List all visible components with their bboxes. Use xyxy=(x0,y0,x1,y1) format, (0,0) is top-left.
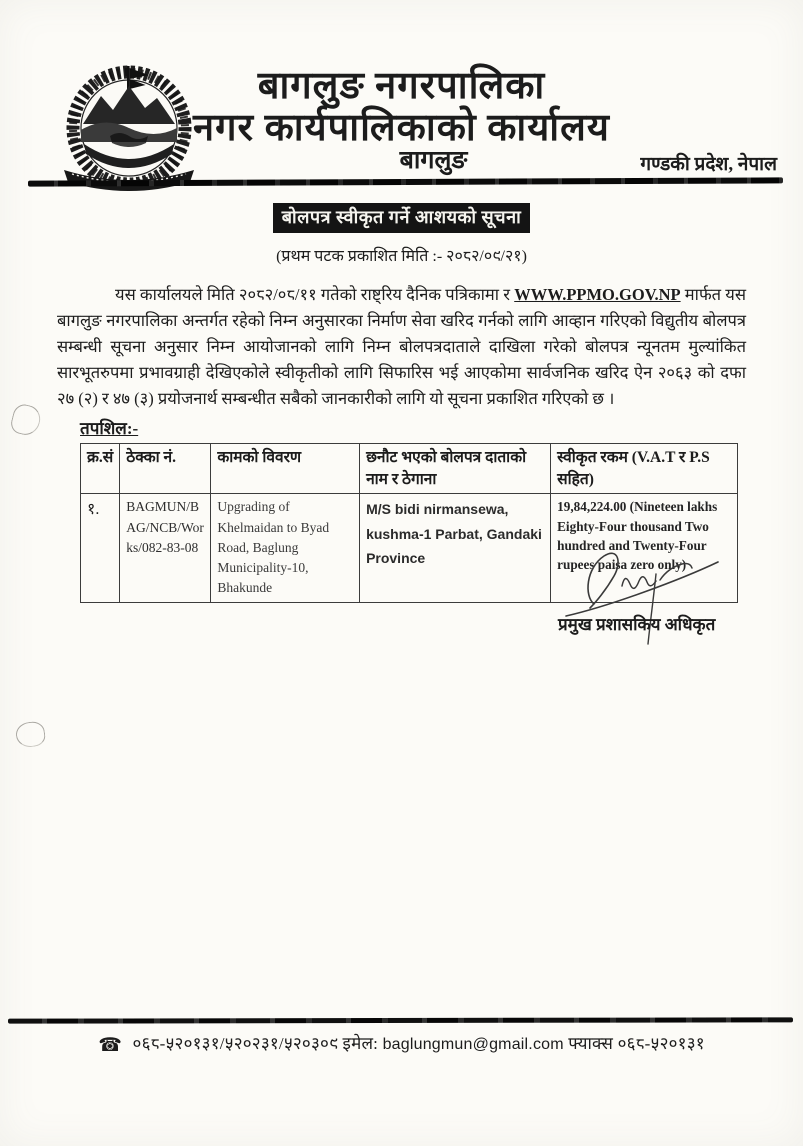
telephone-icon: ☎ xyxy=(98,1034,123,1056)
body-text-before-link: यस कार्यालयले मिति २०८२/०८/११ गतेको राष्ट्रिय दैनिक पत्रिकामा र xyxy=(115,285,515,304)
province-name: गण्डकी प्रदेश, नेपाल xyxy=(640,154,777,175)
notice-body-paragraph xyxy=(57,282,746,412)
place-name: बागलुङ xyxy=(399,147,468,174)
col-header-approved-amount: स्वीकृत रकम (V.A.T र P.S सहित) xyxy=(551,444,738,494)
cell-contract-number: BAGMUN/BAG/NCB/Works/082-83-08 xyxy=(120,494,211,602)
col-header-serial: क्र.सं xyxy=(81,444,120,494)
details-label: तपशिल:- xyxy=(80,419,139,438)
col-header-bidder-name-address: छनौट भएको बोलपत्र दाताको नाम र ठेगाना xyxy=(360,444,551,494)
notice-title: बोलपत्र स्वीकृत गर्ने आशयको सूचना xyxy=(273,203,531,233)
notice-title-row xyxy=(0,203,803,233)
signatory-title: प्रमुख प्रशासकिय अधिकृत xyxy=(558,615,716,634)
municipality-name: बागलुङ नगरपालिका xyxy=(257,65,546,107)
footer-fax-number: ०६८-५२०१३१ xyxy=(617,1034,705,1053)
footer-contact-line xyxy=(0,1031,803,1056)
office-name: नगर कार्यपालिकाको कार्यालय xyxy=(193,107,610,149)
footer-divider-rule xyxy=(8,1017,793,1023)
cell-bidder-name-address: M/S bidi nirmansewa, kushma-1 Parbat, Gandaki Province xyxy=(360,494,551,602)
cell-serial-number: १. xyxy=(81,494,120,602)
publication-date-line: (प्रथम पटक प्रकाशित मिति :- २०८२/०९/२१) xyxy=(276,248,527,265)
table-header-row xyxy=(81,444,738,494)
footer-email-label: इमेल: xyxy=(342,1034,379,1053)
body-text-after-link: मार्फत यस बागलुङ नगरपालिका अन्तर्गत रहेको निम्न अनुसारका निर्माण सेवा खरिद गर्नको लागि आव्हान गरिएको विद्युतीय बोलपत्र सम्बन्धी सूचना अनुसार निम्न आयोजानको लागि निम्न बोलपत्रदाताले दाखिला गरेको बोलपत्र न्यूनतम मुल्यांकित सारभूतरुपमा प्रभावग्राही देखिएकोले स्वीकृतीको लागि सिफारिस भई आएकोमा सार्वजनिक खरिद ऐन २०६३ को दफा २७ (२) र ४७ (३) प्रयोजनार्थ सम्बन्धीत सबैको जानकारीको लागि यो सूचना प्रकाशित गरिएको छ । xyxy=(57,285,746,409)
footer-fax-label: फ्याक्स xyxy=(568,1034,614,1053)
col-header-work-description: कामको विवरण xyxy=(211,444,360,494)
footer-email-address: baglungmun@gmail.com xyxy=(382,1036,564,1053)
cell-work-description: Upgrading of Khelmaidan to Byad Road, Baglung Municipality-10, Bhakunde xyxy=(211,494,360,602)
pen-circle-mark xyxy=(14,720,46,749)
footer-phone-numbers: ०६८-५२०१३१/५२०२३१/५२०३०९ xyxy=(132,1034,339,1053)
col-header-contract-no: ठेक्का नं. xyxy=(120,444,211,494)
ppmo-website-link: WWW.PPMO.GOV.NP xyxy=(514,285,681,304)
cell-approved-amount: 19,84,224.00 (Nineteen lakhs Eighty-Four thousand Two hundred and Twenty-Four rupees paisa zero only) xyxy=(551,494,738,602)
pen-circle-mark xyxy=(9,402,43,438)
